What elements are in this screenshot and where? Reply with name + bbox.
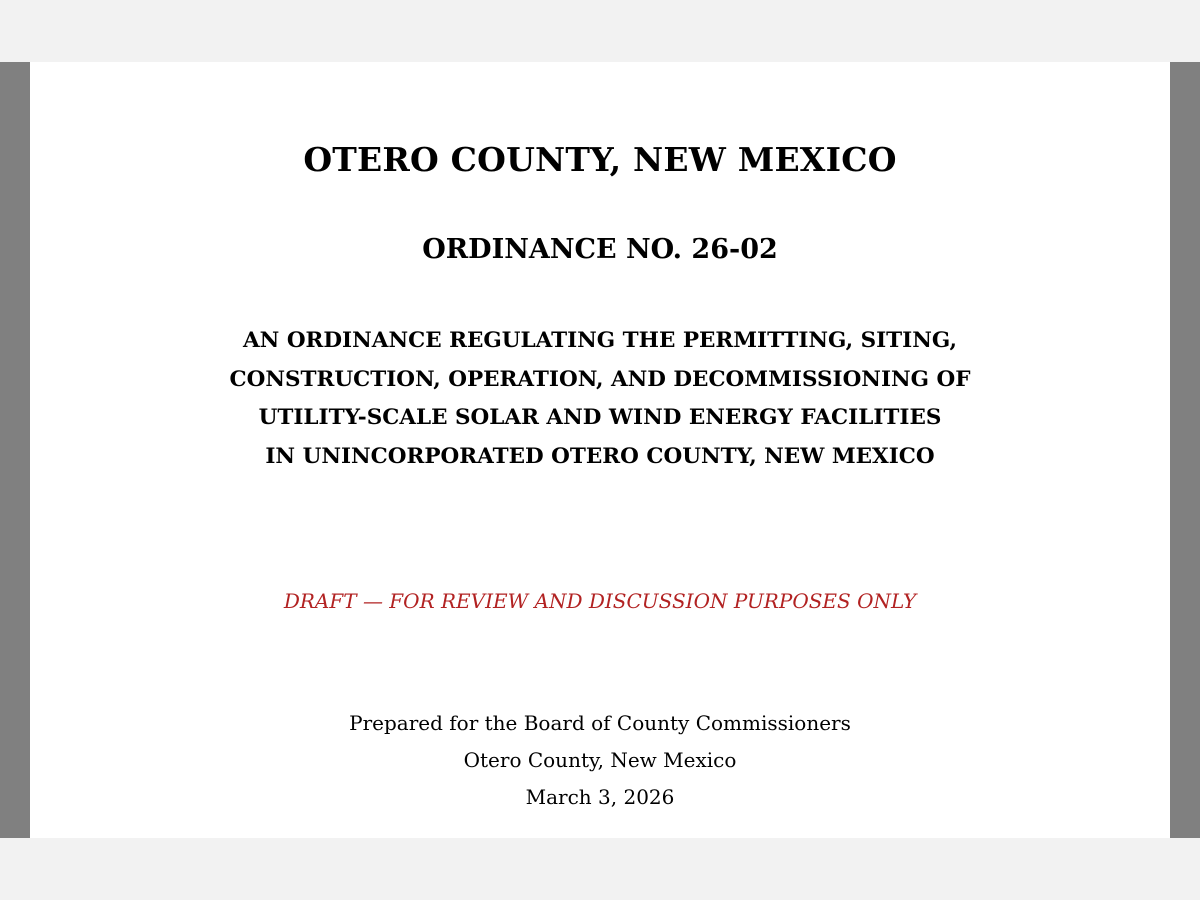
prepared-location: Otero County, New Mexico — [463, 748, 737, 772]
document-page — [30, 62, 1170, 838]
viewer-right-gutter — [1170, 62, 1200, 838]
prepared-block — [30, 705, 1170, 816]
document-date: March 3, 2026 — [525, 785, 675, 809]
draft-notice: DRAFT — FOR REVIEW AND DISCUSSION PURPOSES ONLY — [283, 589, 917, 613]
ordinance-number: ORDINANCE NO. 26-02 — [422, 234, 778, 265]
ordinance-title — [30, 322, 1170, 476]
ordinance-title-line-1: AN ORDINANCE REGULATING THE PERMITTING, SITING, — [243, 328, 957, 353]
viewer-top-margin — [0, 0, 1200, 62]
viewer-left-gutter — [0, 62, 30, 838]
ordinance-title-line-4: IN UNINCORPORATED OTERO COUNTY, NEW MEXICO — [265, 443, 935, 469]
viewer-bottom-margin — [0, 838, 1200, 900]
prepared-for: Prepared for the Board of County Commissioners — [349, 711, 851, 735]
ordinance-title-line-2: CONSTRUCTION, OPERATION, AND DECOMMISSIONING OF — [229, 366, 971, 392]
ordinance-title-line-3: UTILITY-SCALE SOLAR AND WIND ENERGY FACILITIES — [258, 405, 942, 430]
county-heading: OTERO COUNTY, NEW MEXICO — [303, 140, 897, 179]
